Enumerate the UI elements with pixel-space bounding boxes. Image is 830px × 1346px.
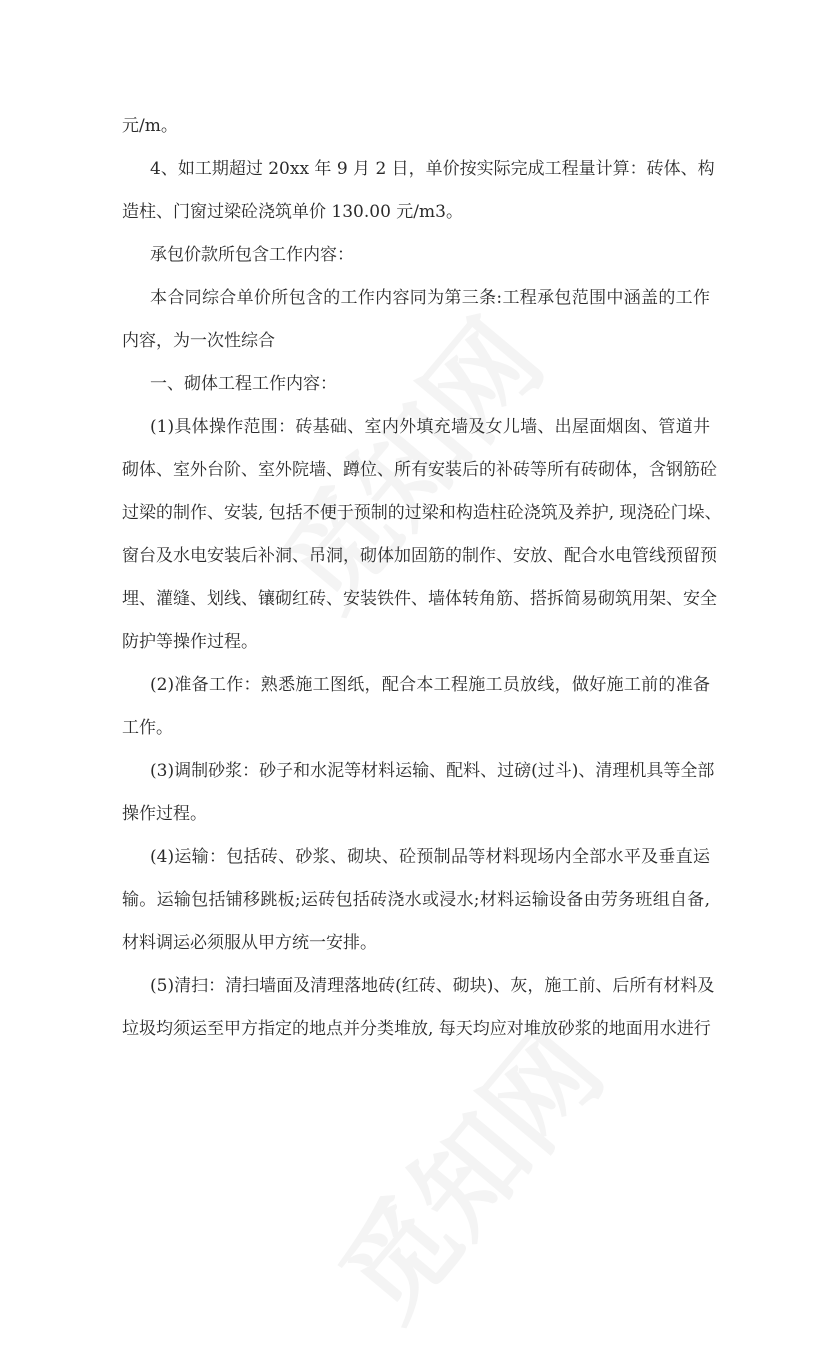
text-line: 防护等操作过程。: [122, 632, 258, 652]
text-line: 过梁的制作、安装, 包括不便于预制的过梁和构造柱砼浇筑及养护, 现浇砼门垛、: [122, 503, 722, 523]
text-line: 窗台及水电安装后补洞、吊洞，砌体加固筋的制作、安放、配合水电管线预留预: [122, 546, 717, 566]
paragraph: [122, 664, 710, 750]
text-line: 本合同综合单价所包含的工作内容同为第三条:工程承包范围中涵盖的工作: [150, 288, 710, 308]
text-line: 元/m。: [122, 116, 178, 136]
text-line: (3)调制砂浆：砂子和水泥等材料运输、配料、过磅(过斗)、清理机具等全部: [150, 761, 715, 781]
text-line: 输。运输包括铺移跳板;运砖包括砖浇水或浸水;材料运输设备由劳务班组自备,: [122, 890, 710, 910]
paragraph: [122, 234, 710, 277]
text-line: 承包价款所包含工作内容：: [150, 245, 354, 265]
text-line: 埋、灌缝、划线、镶砌红砖、安装铁件、墙体转角筋、搭拆简易砌筑用架、安全: [122, 589, 717, 609]
text-line: 材料调运必须服从甲方统一安排。: [122, 933, 377, 953]
text-line: (2)准备工作：熟悉施工图纸，配合本工程施工员放线，做好施工前的准备: [150, 675, 710, 695]
paragraph: [122, 363, 710, 406]
document-page: [122, 105, 722, 1051]
paragraph: [122, 406, 722, 664]
text-line: 操作过程。: [122, 804, 207, 824]
text-line: 工作。: [122, 718, 173, 738]
text-line: 4、如工期超过 20xx 年 9 月 2 日，单价按实际完成工程量计算：砖体、构: [150, 159, 715, 179]
paragraph: [122, 750, 715, 836]
text-line: 一、砌体工程工作内容：: [150, 374, 337, 394]
text-line: 内容，为一次性综合: [122, 331, 275, 351]
text-line: 砌体、室外台阶、室外院墙、蹲位、所有安装后的补砖等所有砖砌体，含钢筋砼: [122, 460, 717, 480]
text-line: 造柱、门窗过梁砼浇筑单价 130.00 元/m3。: [122, 202, 463, 222]
text-line: 垃圾均须运至甲方指定的地点并分类堆放, 每天均应对堆放砂浆的地面用水进行: [122, 1019, 711, 1039]
paragraph: [122, 965, 715, 1051]
text-line: (5)清扫：清扫墙面及清理落地砖(红砖、砌块)、灰，施工前、后所有材料及: [150, 976, 715, 996]
paragraph: [122, 105, 710, 148]
text-line: (4)运输：包括砖、砂浆、砌块、砼预制品等材料现场内全部水平及垂直运: [150, 847, 710, 867]
text-line: (1)具体操作范围：砖基础、室内外填充墙及女儿墙、出屋面烟囱、管道井: [150, 417, 710, 437]
paragraph: [122, 277, 710, 363]
paragraph: [122, 836, 710, 965]
paragraph: [122, 148, 715, 234]
